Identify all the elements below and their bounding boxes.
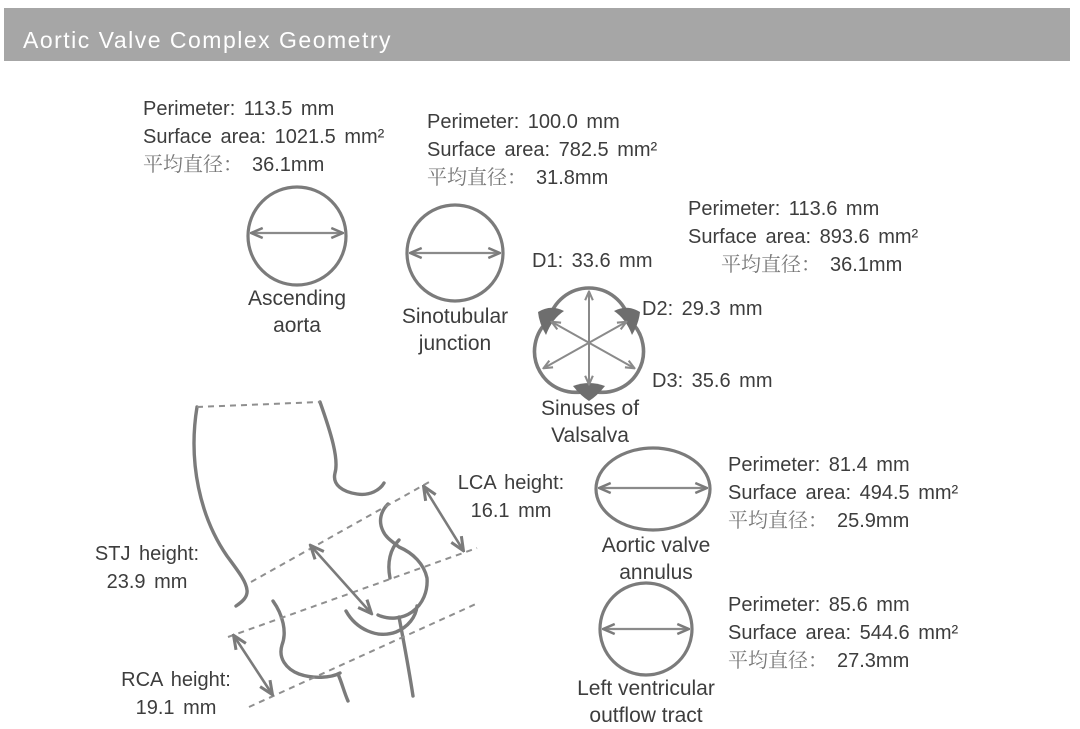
surface-area-line: Surface area: 544.6 mm² bbox=[728, 621, 959, 644]
sinuses-of-valsalva-label: Sinuses of Valsalva bbox=[540, 397, 640, 447]
mean-diameter-value: 27.3mm bbox=[837, 650, 910, 672]
root-wall-left-tail bbox=[338, 674, 348, 701]
surface-area-line: Surface area: 1021.5 mm² bbox=[143, 125, 385, 148]
surface-area-line: Surface area: 782.5 mm² bbox=[427, 138, 658, 161]
mean-diameter-line bbox=[427, 164, 657, 193]
mean-diameter-value: 36.1mm bbox=[830, 254, 903, 276]
rca-height-label: RCA height: 19.1 mm bbox=[121, 669, 231, 719]
stj-height-label: STJ height: 23.9 mm bbox=[94, 543, 200, 593]
perimeter-line: Perimeter: 81.4 mm bbox=[728, 454, 910, 476]
perimeter-line: Perimeter: 85.6 mm bbox=[728, 594, 910, 616]
stj-height-arrow bbox=[311, 546, 371, 613]
aorta-wall-right bbox=[320, 402, 384, 494]
mean-diameter-line bbox=[728, 647, 958, 676]
lca-height-label: LCA height: 16.1 mm bbox=[457, 472, 565, 522]
sinus-d2-label: D2: 29.3 mm bbox=[642, 298, 763, 320]
root-wall-left-sinus bbox=[273, 601, 340, 677]
perimeter-line: Perimeter: 113.5 mm bbox=[143, 98, 335, 120]
mean-diameter-line bbox=[143, 151, 384, 180]
surface-area-line: Surface area: 893.6 mm² bbox=[688, 225, 919, 248]
height-measure-arrows bbox=[234, 487, 463, 694]
valve-leaflet-curve-1 bbox=[346, 606, 417, 634]
sinotubular-junction-measurements bbox=[427, 109, 657, 193]
lvot-label: Left ventricular outflow tract bbox=[577, 677, 715, 727]
mean-diameter-value: 36.1mm bbox=[252, 154, 325, 176]
measurement-plane-lines bbox=[197, 402, 478, 707]
mean-diameter-label: 平均直径： bbox=[728, 508, 828, 532]
sinus-d3-label: D3: 35.6 mm bbox=[652, 370, 773, 392]
lvot-measurements bbox=[728, 592, 958, 676]
perimeter-line: Perimeter: 100.0 mm bbox=[427, 111, 620, 133]
ascending-aorta-circle bbox=[248, 187, 346, 285]
perimeter-line: Perimeter: 113.6 mm bbox=[688, 198, 880, 220]
surface-area-line: Surface area: 494.5 mm² bbox=[728, 481, 959, 504]
mean-diameter-label: 平均直径： bbox=[728, 648, 828, 672]
sinotubular-junction-label: Sinotubular junction bbox=[401, 305, 509, 355]
sinus-d1-label: D1: 33.6 mm bbox=[532, 250, 653, 272]
mean-diameter-value: 31.8mm bbox=[536, 167, 609, 189]
mean-diameter-label: 平均直径： bbox=[143, 152, 243, 176]
aorta-top-dashed-line bbox=[197, 402, 320, 407]
ascending-aorta-measurements bbox=[143, 96, 384, 180]
mean-diameter-value: 25.9mm bbox=[837, 510, 910, 532]
mean-diameter-label: 平均直径： bbox=[721, 252, 821, 276]
mean-diameter-label: 平均直径： bbox=[427, 165, 527, 189]
sinuses-of-valsalva-measurements bbox=[688, 196, 918, 280]
aortic-valve-annulus-label: Aortic valve annulus bbox=[601, 534, 711, 584]
mean-diameter-line bbox=[688, 251, 918, 280]
aortic-root-sketch bbox=[194, 402, 427, 701]
root-wall-right-sinus bbox=[378, 504, 427, 618]
sinuses-of-valsalva-trefoil bbox=[534, 288, 643, 401]
ascending-aorta-label: Ascending aorta bbox=[247, 287, 347, 337]
page-title: Aortic Valve Complex Geometry bbox=[23, 27, 393, 53]
mean-diameter-line bbox=[728, 507, 958, 536]
stj-plane-dashed-line bbox=[251, 481, 431, 582]
aortic-valve-annulus-measurements bbox=[728, 452, 958, 536]
